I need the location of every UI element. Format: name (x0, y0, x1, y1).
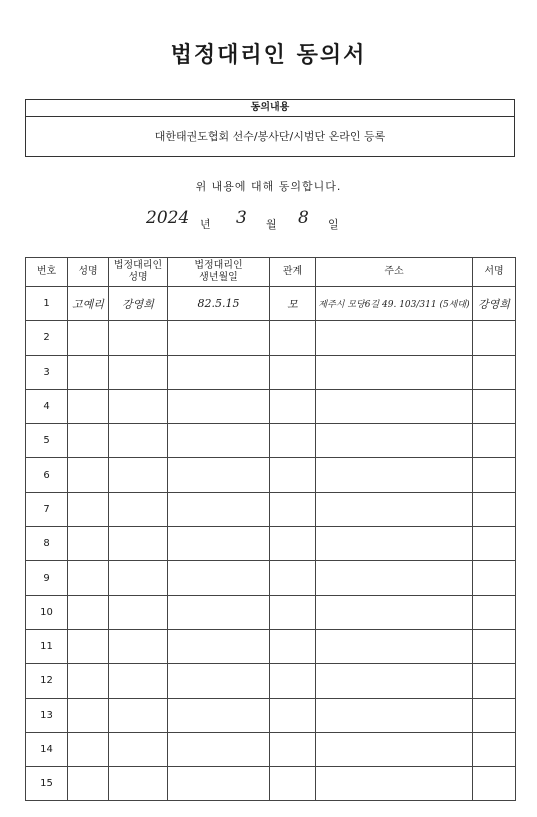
header-address: 주소 (316, 258, 473, 287)
guardian-birth-cell[interactable] (168, 698, 270, 732)
num-cell: 15 (26, 767, 68, 801)
guardian-name-cell[interactable] (109, 629, 168, 663)
relation-cell[interactable] (270, 629, 316, 663)
consent-header: 동의내용 (26, 100, 514, 117)
table-row (26, 561, 516, 595)
name-cell[interactable] (68, 458, 109, 492)
guardian-name-cell[interactable] (109, 321, 168, 355)
guardian-name-cell[interactable] (109, 767, 168, 801)
guardian-name-cell[interactable] (109, 698, 168, 732)
guardian-name-cell[interactable] (109, 527, 168, 561)
num-cell: 3 (26, 355, 68, 389)
guardian-name-cell[interactable] (109, 732, 168, 766)
guardian-name-cell[interactable] (109, 492, 168, 526)
header-num: 번호 (26, 258, 68, 287)
date-year-unit: 년 (200, 218, 211, 231)
table-row (26, 321, 516, 355)
name-cell[interactable] (68, 629, 109, 663)
relation-cell[interactable] (270, 355, 316, 389)
date-month[interactable]: 3 (236, 208, 247, 228)
relation-cell[interactable] (270, 595, 316, 629)
table-body (26, 287, 516, 801)
address-cell[interactable] (316, 321, 473, 355)
address-cell[interactable] (316, 629, 473, 663)
consent-box (25, 99, 515, 157)
address-cell[interactable] (316, 424, 473, 458)
relation-cell[interactable] (270, 287, 316, 321)
guardian-birth-cell[interactable] (168, 492, 270, 526)
signature-cell[interactable] (473, 629, 516, 663)
name-cell[interactable] (68, 698, 109, 732)
table-row (26, 698, 516, 732)
guardian-birth-cell[interactable] (168, 595, 270, 629)
signature-cell[interactable] (473, 424, 516, 458)
date-day-unit: 일 (328, 218, 339, 231)
num-cell: 13 (26, 698, 68, 732)
guardian-birth-cell[interactable] (168, 389, 270, 423)
name-cell[interactable] (68, 287, 109, 321)
date-row (0, 208, 537, 238)
signature-cell[interactable] (473, 527, 516, 561)
header-guardian-birth-line2: 생년월일 (199, 272, 238, 283)
address-cell[interactable] (316, 355, 473, 389)
name-cell[interactable] (68, 527, 109, 561)
header-name: 성명 (68, 258, 109, 287)
name-cell[interactable] (68, 492, 109, 526)
address-cell[interactable] (316, 561, 473, 595)
table-row (26, 355, 516, 389)
name-cell[interactable] (68, 424, 109, 458)
address-cell[interactable] (316, 595, 473, 629)
name-cell[interactable] (68, 767, 109, 801)
header-guardian-birth (168, 258, 270, 287)
num-cell: 8 (26, 527, 68, 561)
guardian-name-cell[interactable] (109, 458, 168, 492)
num-cell: 10 (26, 595, 68, 629)
signature-cell[interactable] (473, 389, 516, 423)
guardian-birth-cell[interactable] (168, 527, 270, 561)
signature-cell[interactable] (473, 732, 516, 766)
signature-cell[interactable] (473, 698, 516, 732)
num-cell: 14 (26, 732, 68, 766)
table-row (26, 595, 516, 629)
guardian-name-cell[interactable] (109, 355, 168, 389)
signature-cell[interactable] (473, 458, 516, 492)
signature-cell[interactable] (473, 595, 516, 629)
address-cell-value: 제주시 모당6길 49. 103/311 (5세대) (318, 300, 470, 311)
num-cell: 6 (26, 458, 68, 492)
relation-cell[interactable] (270, 767, 316, 801)
relation-cell[interactable] (270, 321, 316, 355)
guardian-birth-cell[interactable] (168, 664, 270, 698)
header-guardian-name-line1: 법정대리인 (113, 260, 163, 271)
address-cell[interactable] (316, 458, 473, 492)
signature-cell[interactable] (473, 355, 516, 389)
table-row (26, 492, 516, 526)
signature-cell[interactable] (473, 767, 516, 801)
guardian-name-cell[interactable] (109, 424, 168, 458)
guardian-birth-cell[interactable] (168, 629, 270, 663)
signature-cell[interactable] (473, 664, 516, 698)
document-title: 법정대리인 동의서 (170, 43, 367, 68)
header-guardian-name-line2: 성명 (128, 272, 148, 283)
guardian-name-cell[interactable] (109, 287, 168, 321)
table-row (26, 287, 516, 321)
guardian-name-cell[interactable] (109, 389, 168, 423)
address-cell[interactable] (316, 732, 473, 766)
name-cell[interactable] (68, 389, 109, 423)
name-cell[interactable] (68, 732, 109, 766)
guardian-birth-cell[interactable] (168, 767, 270, 801)
table-row (26, 389, 516, 423)
guardian-birth-cell[interactable] (168, 287, 270, 321)
name-cell[interactable] (68, 595, 109, 629)
table-header-row (26, 258, 516, 287)
name-cell[interactable] (68, 355, 109, 389)
table-row (26, 458, 516, 492)
table-row (26, 629, 516, 663)
guardian-name-cell-value: 강영희 (122, 297, 154, 311)
num-cell: 9 (26, 561, 68, 595)
guardian-name-cell[interactable] (109, 561, 168, 595)
name-cell-value: 고예리 (72, 297, 104, 311)
address-cell[interactable] (316, 698, 473, 732)
table-row (26, 527, 516, 561)
relation-cell[interactable] (270, 389, 316, 423)
signature-cell[interactable] (473, 321, 516, 355)
guardian-birth-cell[interactable] (168, 355, 270, 389)
num-cell: 11 (26, 629, 68, 663)
relation-cell[interactable] (270, 458, 316, 492)
signature-cell[interactable] (473, 287, 516, 321)
header-guardian-birth-line1: 법정대리인 (194, 260, 243, 271)
relation-cell[interactable] (270, 698, 316, 732)
header-relation: 관계 (270, 258, 316, 287)
num-cell: 7 (26, 492, 68, 526)
date-year[interactable]: 2024 (146, 208, 190, 228)
address-cell[interactable] (316, 287, 473, 321)
table-row (26, 424, 516, 458)
signature-cell-value: 강영희 (478, 297, 510, 311)
relation-cell[interactable] (270, 561, 316, 595)
consent-body: 대한태권도협회 선수/봉사단/시범단 온라인 등록 (154, 130, 386, 143)
num-cell: 4 (26, 389, 68, 423)
date-month-unit: 월 (266, 218, 277, 231)
name-cell[interactable] (68, 664, 109, 698)
relation-cell-value: 모 (287, 297, 298, 311)
guardian-birth-cell-value: 82.5.15 (197, 297, 240, 311)
guardian-birth-cell[interactable] (168, 732, 270, 766)
signature-cell[interactable] (473, 492, 516, 526)
num-cell: 1 (26, 287, 68, 321)
address-cell[interactable] (316, 527, 473, 561)
header-guardian-name (109, 258, 168, 287)
guardian-birth-cell[interactable] (168, 321, 270, 355)
name-cell[interactable] (68, 561, 109, 595)
address-cell[interactable] (316, 767, 473, 801)
relation-cell[interactable] (270, 732, 316, 766)
num-cell: 5 (26, 424, 68, 458)
relation-cell[interactable] (270, 664, 316, 698)
guardian-table (25, 257, 516, 801)
relation-cell[interactable] (270, 424, 316, 458)
guardian-name-cell[interactable] (109, 595, 168, 629)
relation-cell[interactable] (270, 492, 316, 526)
name-cell[interactable] (68, 321, 109, 355)
address-cell[interactable] (316, 389, 473, 423)
date-day[interactable]: 8 (298, 208, 309, 228)
guardian-birth-cell[interactable] (168, 561, 270, 595)
agreement-statement: 위 내용에 대해 동의합니다. (195, 180, 342, 193)
address-cell[interactable] (316, 664, 473, 698)
num-cell: 2 (26, 321, 68, 355)
address-cell[interactable] (316, 492, 473, 526)
table-row (26, 732, 516, 766)
num-cell: 12 (26, 664, 68, 698)
relation-cell[interactable] (270, 527, 316, 561)
table-row (26, 767, 516, 801)
header-signature: 서명 (473, 258, 516, 287)
guardian-birth-cell[interactable] (168, 458, 270, 492)
table-row (26, 664, 516, 698)
guardian-name-cell[interactable] (109, 664, 168, 698)
guardian-birth-cell[interactable] (168, 424, 270, 458)
signature-cell[interactable] (473, 561, 516, 595)
